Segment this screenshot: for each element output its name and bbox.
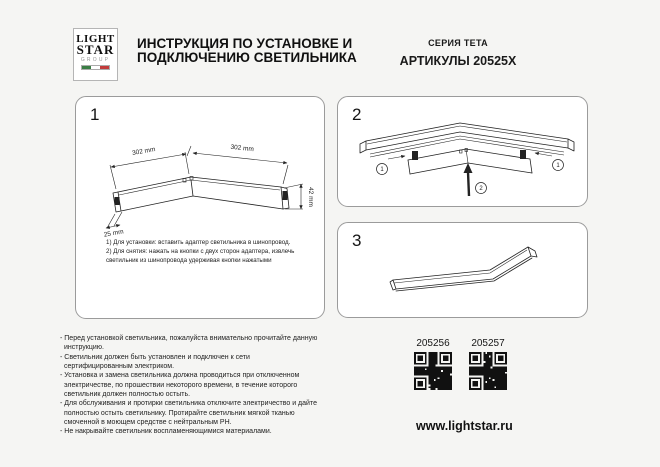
lightstar-logo [73,28,118,81]
dim-label-25: 25 mm [103,228,125,239]
logo-word-light: LIGHT [76,33,115,45]
safety-warnings-list [60,334,318,437]
page-title-line2: ПОДКЛЮЧЕНИЮ СВЕТИЛЬНИКА [137,49,357,65]
article-label: 205256 [416,338,450,349]
dim-label-302-right: 302 mm [230,143,255,154]
article-label: 205257 [471,338,505,349]
figure-1-panel [75,96,325,319]
warning-item: - Перед установкой светильника, пожалуйста внимательно прочитайте данную инструкцию. [60,335,318,352]
italy-flag-icon [81,65,110,70]
figure-3-number: 3 [352,231,362,250]
right-adapter [283,191,288,200]
qr-item-205256 [414,338,452,390]
note-line-1: 1) Для установки: вставить адаптер светильника в шинопровод. [106,239,291,246]
track-left-cap [360,141,366,153]
track-right-cap [568,139,574,151]
flag-green-stripe [82,66,91,69]
press-arrow-right-icon [535,153,552,156]
website-url: www.lightstar.ru [416,419,513,433]
note-line-3: светильник из шинопровода удерживая кнопки нажатыми [106,257,272,264]
fixture-dimension-diagram [76,97,324,318]
flag-red-stripe [100,66,109,69]
logo-word-star: STAR [76,42,115,57]
figure-2-panel [337,96,588,207]
right-end-cap [528,247,537,257]
left-adapter [412,151,418,160]
series-name: СЕРИЯ TETA [428,38,488,48]
qr-code-section [414,338,507,390]
page-title-line1: ИНСТРУКЦИЯ ПО УСТАНОВКЕ И [137,36,353,51]
warning-item: - Для обслуживания и протирки светильника отключите электричество и дайте полностью остыть светильнику. Протирайте светильник мягкой тканью смоченной в моющем средстве с нейтральным PH. [60,400,317,427]
qr-code-icon [414,352,452,390]
warning-item: - Установка и замена светильника должна проводиться при отключенном электричестве, по прошествии некоторого времени, в течение которого светильник должен полностью остыть. [60,372,300,399]
series-block [378,38,538,68]
fixture-profile-diagram [338,223,587,317]
logo-word-group: GROUP [80,57,111,63]
dim-break-mark [187,146,191,156]
warning-item: - Не накрывайте светильник воспламеняющимися материалами. [60,428,272,436]
right-adapter [520,150,526,159]
press-arrow-left-icon [388,156,405,159]
flag-white-stripe [91,66,100,69]
qr-code-icon [469,352,507,390]
page-title [137,37,357,64]
warning-item: - Светильник должен быть установлен и подключен к сети сертифицированным электриком. [60,353,250,371]
insert-arrow-icon [468,172,469,196]
articles-code: АРТИКУЛЫ 20525X [399,54,517,68]
qr-item-205257 [469,338,507,390]
dim-label-42: 42 mm [307,187,314,207]
note-line-2: 2) Для снятия: нажать на кнопки с двух сторон адаптера, извлечь [106,248,295,255]
figure-2-number: 2 [352,105,362,124]
figure-3-panel [337,222,588,318]
left-end-cap [390,280,396,290]
step-2-label: 2 [479,186,483,193]
track-mounting-diagram [338,97,587,206]
step-1-label-left: 1 [380,167,384,174]
figure-1-notes [106,238,294,265]
dim-label-302-left: 302 mm [131,146,156,158]
left-adapter [115,197,120,205]
step-1-label-right: 1 [556,163,560,170]
figure-1-number: 1 [90,105,100,124]
